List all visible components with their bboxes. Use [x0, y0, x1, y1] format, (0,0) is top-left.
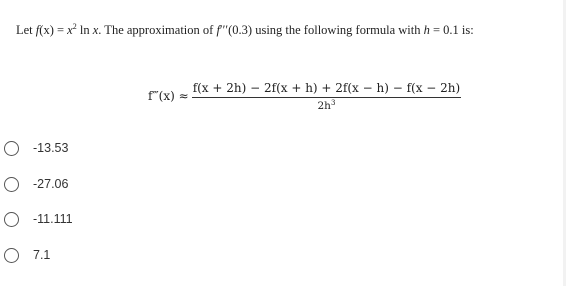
question-f3-arg: (0.3)	[228, 23, 253, 37]
question-ln: ln	[76, 23, 93, 37]
formula-denominator-exponent: 3	[330, 98, 336, 107]
answer-option-2[interactable]	[4, 175, 68, 193]
question-x: x	[67, 23, 73, 37]
question-mid: . The approximation of	[98, 23, 217, 37]
question-f3: f	[216, 23, 220, 37]
question-f: f	[35, 23, 40, 37]
question-text	[16, 23, 474, 38]
radio-button-icon[interactable]	[4, 141, 19, 156]
question-equals: =	[53, 23, 68, 37]
answer-option-label: 7.1	[33, 248, 51, 262]
question-exponent: 2	[72, 22, 77, 31]
formula-fraction	[192, 81, 462, 112]
question-prefix: Let	[16, 23, 36, 37]
approximation-formula	[148, 76, 461, 116]
question-x2: x	[92, 23, 99, 37]
answer-option-3[interactable]	[4, 210, 73, 228]
formula-denominator	[317, 98, 335, 112]
question-suffix1: using the following formula with	[252, 23, 424, 37]
formula-denominator-base: 2h	[317, 99, 331, 112]
answer-option-1[interactable]	[4, 139, 68, 157]
formula-lhs: f‴(x) ≈	[148, 89, 189, 103]
answer-option-4[interactable]	[4, 246, 50, 264]
answer-option-label: -11.111	[33, 212, 73, 226]
question-h: h	[423, 23, 430, 37]
question-f3-primes: ′′′	[219, 23, 229, 37]
question-f-arg: (x)	[39, 23, 54, 37]
answer-option-label: -13.53	[33, 141, 69, 155]
question-suffix2: = 0.1 is:	[429, 23, 474, 37]
radio-button-icon[interactable]	[4, 177, 19, 192]
radio-button-icon[interactable]	[4, 212, 19, 227]
formula-numerator: f(x + 2h) − 2f(x + h) + 2f(x − h) − f(x − 2h)	[192, 81, 462, 98]
radio-button-icon[interactable]	[4, 248, 19, 263]
answer-option-label: -27.06	[33, 177, 69, 191]
